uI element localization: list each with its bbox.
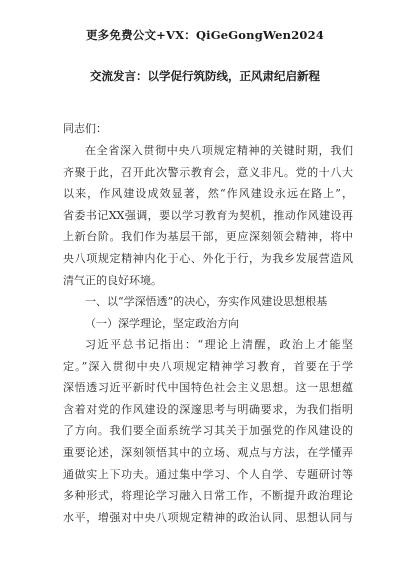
paragraph-intro: [63, 140, 353, 291]
document-title: 交流发言：以学促行筑防线，正风肃纪启新程: [90, 69, 320, 83]
paragraph-line: 定。”深入贯彻中央八项规定精神学习教育，首要在于学: [63, 359, 353, 373]
paragraph-line: 习近平总书记指出：“理论上清醒，政治上才能坚: [85, 338, 353, 351]
section-heading-1: 一、以“学深悟透”的决心，夯实作风建设思想根基: [85, 295, 328, 308]
paragraph-line: 通做实上下功夫。通过集中学习、个人自学、专题研讨等: [63, 467, 353, 481]
paragraph-line: 水平，增强对中央八项规定精神的政治认同、思想认同与: [63, 510, 353, 524]
paragraph-line: 含着对党的作风建设的深邃思考与明确要求，为我们指明: [63, 402, 353, 416]
paragraph-line: 在全省深入贯彻中央八项规定精神的关键时期，我们: [85, 144, 353, 157]
paragraph-line: 以来，作风建设成效显著，然“作风建设永远在路上”，: [63, 187, 353, 201]
paragraph-line: 省委书记XX强调，要以学习教育为契机，推动作风建设再: [63, 208, 353, 222]
paragraph-line: 齐聚于此，召开此次警示教育会，意义非凡。党的十八大: [63, 165, 353, 179]
paragraph-line: 央八项规定精神内化于心、外化于行，为我乡发展营造风: [63, 251, 353, 265]
subsection-heading-1: （一）深学理论，坚定政治方向: [85, 317, 239, 330]
paragraph-line: 了方向。我们要全面系统学习其关于加强党的作风建设的: [63, 424, 353, 438]
paragraph-line: 重要论述，深刻领悟其中的立场、观点与方法，在学懂弄: [63, 445, 353, 459]
paragraph-line: 多种形式，将理论学习融入日常工作，不断提升政治理论: [63, 489, 353, 503]
promo-header: 更多免费公文+VX：QiGeGongWen2024: [85, 28, 325, 42]
salutation: 同志们：: [63, 122, 107, 135]
paragraph-line: 清气正的良好环境。: [63, 273, 162, 287]
paragraph-line: 上新台阶。我们作为基层干部，更应深刻领会精神，将中: [63, 230, 353, 244]
paragraph-line: 深悟透习近平新时代中国特色社会主义思想。这一思想蕴: [63, 381, 353, 395]
paragraph-theory: [63, 334, 353, 528]
